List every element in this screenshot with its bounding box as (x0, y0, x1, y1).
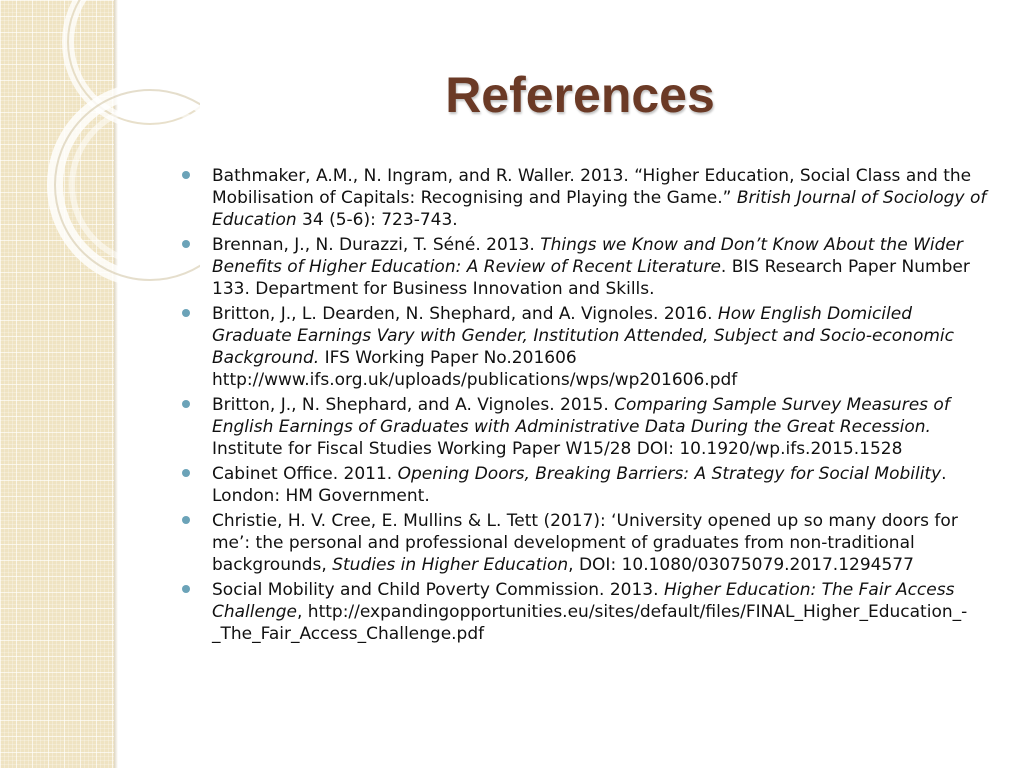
reference-details: , http://expandingopportunities.eu/sites/default/files/FINAL_Higher_Education_-_The_Fair_Access_Challenge.pdf (212, 602, 968, 644)
bullet-icon (182, 516, 190, 524)
reference-details: . London: HM Government. (212, 464, 947, 506)
reference-details: , DOI: 10.1080/03075079.2017.1294577 (568, 555, 914, 575)
reference-text: Brennan, J., N. Durazzi, T. Séné. 2013. (212, 235, 541, 255)
reference-source: Opening Doors, Breaking Barriers: A Strategy for Social Mobility (397, 464, 942, 484)
bullet-icon (182, 469, 190, 477)
bullet-icon (182, 309, 190, 317)
bullet-icon (182, 400, 190, 408)
reference-details: Institute for Fiscal Studies Working Paper W15/28 DOI: 10.1920/wp.ifs.2015.1528 (212, 439, 903, 459)
reference-text: Bathmaker, A.M., N. Ingram, and R. Waller. 2013. “Higher Education, Social Class and the Mobilisation of Capitals: Recognising and Playing the Game.” (212, 166, 972, 208)
list-item (180, 510, 992, 576)
decorative-swirl-icon (0, 0, 200, 300)
list-item (180, 579, 992, 645)
reference-details: IFS Working Paper No.201606 http://www.ifs.org.uk/uploads/publications/wps/wp201606.pdf (212, 348, 738, 390)
reference-source: Higher Education: The Fair Access Challenge (212, 580, 955, 622)
list-item (180, 165, 992, 231)
reference-details: . BIS Research Paper Number 133. Department for Business Innovation and Skills. (212, 257, 970, 299)
page-title: References (445, 67, 715, 123)
list-item (180, 234, 992, 300)
reference-source: How English Domiciled Graduate Earnings Vary with Gender, Institution Attended, Subject and Socio-economic Background. (212, 304, 954, 368)
reference-source: Things we Know and Don’t Know About the Wider Benefits of Higher Education: A Review of Recent Literature (212, 235, 963, 277)
reference-text: Cabinet Office. 2011. (212, 464, 398, 484)
reference-text: Social Mobility and Child Poverty Commission. 2013. (212, 580, 664, 600)
reference-text: Britton, J., L. Dearden, N. Shephard, and A. Vignoles. 2016. (212, 304, 718, 324)
reference-source: British Journal of Sociology of Education (212, 188, 987, 230)
reference-source: Studies in Higher Education (332, 555, 569, 575)
reference-source: Comparing Sample Survey Measures of English Earnings of Graduates with Administrative Data During the Great Recession. (212, 395, 950, 437)
bullet-icon (182, 585, 190, 593)
list-item (180, 303, 992, 391)
bullet-icon (182, 171, 190, 179)
bullet-icon (182, 240, 190, 248)
list-item (180, 394, 992, 460)
reference-details: 34 (5-6): 723-743. (296, 210, 458, 230)
reference-text: Britton, J., N. Shephard, and A. Vignoles. 2015. (212, 395, 615, 415)
reference-list (180, 165, 992, 648)
list-item (180, 463, 992, 507)
reference-text: Christie, H. V. Cree, E. Mullins & L. Tett (2017): ‘University opened up so many doors for me’: the personal and professional development of graduates from non-traditional backgrounds, (212, 511, 958, 575)
title-area (160, 66, 1000, 124)
